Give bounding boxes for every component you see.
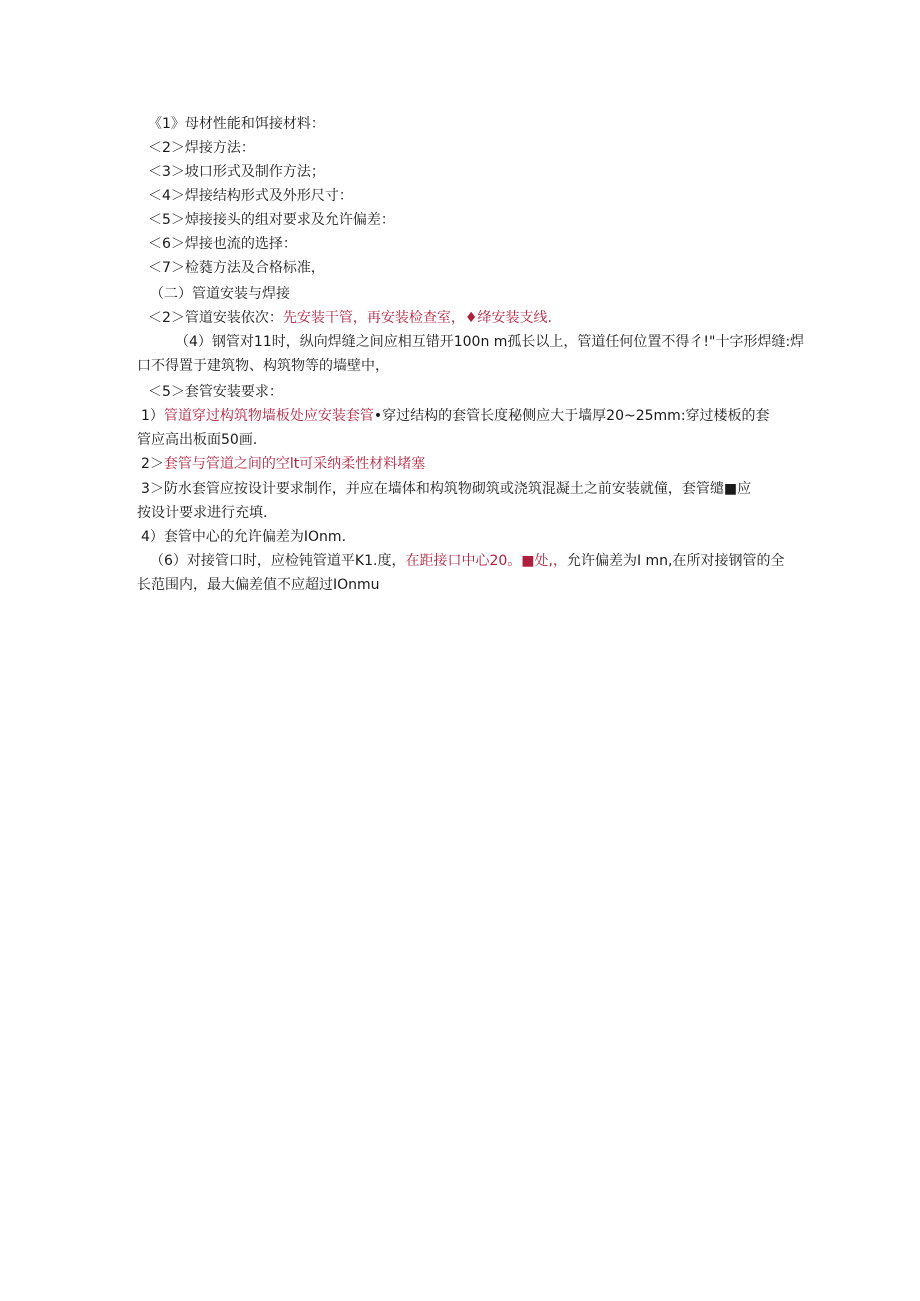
- paragraph-prefix: ＜2＞管道安装依次：: [148, 310, 283, 326]
- item-number: 1）: [141, 408, 164, 424]
- sleeve-item-1-line2: 管应高出板面50画.: [137, 432, 258, 448]
- paragraph-text: 允许偏差为I mn,在所对接钢管的全: [566, 553, 785, 569]
- sleeve-heading: ＜5＞套管安装要求：: [148, 384, 283, 400]
- paragraph-pipe-joint-line2: 长范围内，最大偏差值不应超过IOnmu: [137, 577, 380, 593]
- sleeve-item-3: 3＞防水套管应按设计要求制作，并应在墙体和构筑物砌筑或浇筑混凝土之前安装就僮，套管缱■应: [141, 481, 752, 497]
- list-item: 《1》母材性能和饵接材料：: [148, 116, 325, 132]
- item-number: 2＞: [141, 456, 164, 472]
- highlighted-text: 先安装干管，再安装检查室，♦绛安装支线.: [282, 310, 552, 326]
- list-item: ＜3＞坡口形式及制作方法；: [148, 164, 325, 180]
- sleeve-item-4: 4）套管中心的允许偏差为IOnm.: [141, 529, 347, 545]
- sleeve-item-3-line2: 按设计要求进行充填.: [137, 505, 268, 521]
- paragraph-prefix: （6）对接管口时，应检钝管道平K1.度，: [150, 553, 406, 569]
- highlighted-text: 在距接口中心20。■处,，: [405, 553, 567, 569]
- item-text: •穿过结构的套管长度秘侧应大于墙厚20~25mm:穿过楼板的套: [373, 408, 770, 424]
- list-item: ＜4＞焊接结构形式及外形尺寸：: [148, 188, 353, 204]
- sleeve-item-1: [141, 404, 770, 428]
- paragraph-pipe-joint: [150, 549, 785, 573]
- list-item: ＜5＞焯接接头的组对要求及允许偏差：: [148, 212, 395, 228]
- paragraph-weld-line1: （4）钢管对11时，纵向焊缝之间应相互错开100n m孤长以上，管道任何位置不得彳!"十字形焊缝:焊: [175, 334, 805, 350]
- list-item: ＜7＞检蕤方法及合格标准，: [148, 260, 325, 276]
- list-item: ＜2＞焊接方法：: [148, 140, 255, 156]
- list-item: ＜6＞焊接也流的选择：: [148, 236, 297, 252]
- section-heading: （二）管道安装与焊接: [150, 286, 290, 302]
- sleeve-item-2: [141, 452, 425, 476]
- highlighted-text: 套管与管道之间的空lt可采纳柔性材料堵塞: [163, 456, 426, 472]
- highlighted-text: 管道穿过构筑物墙板处应安装套管: [163, 408, 374, 424]
- paragraph-install-order: [148, 306, 552, 330]
- paragraph-weld-line2: 口不得置于建筑物、构筑物等的墙壁中，: [137, 358, 389, 374]
